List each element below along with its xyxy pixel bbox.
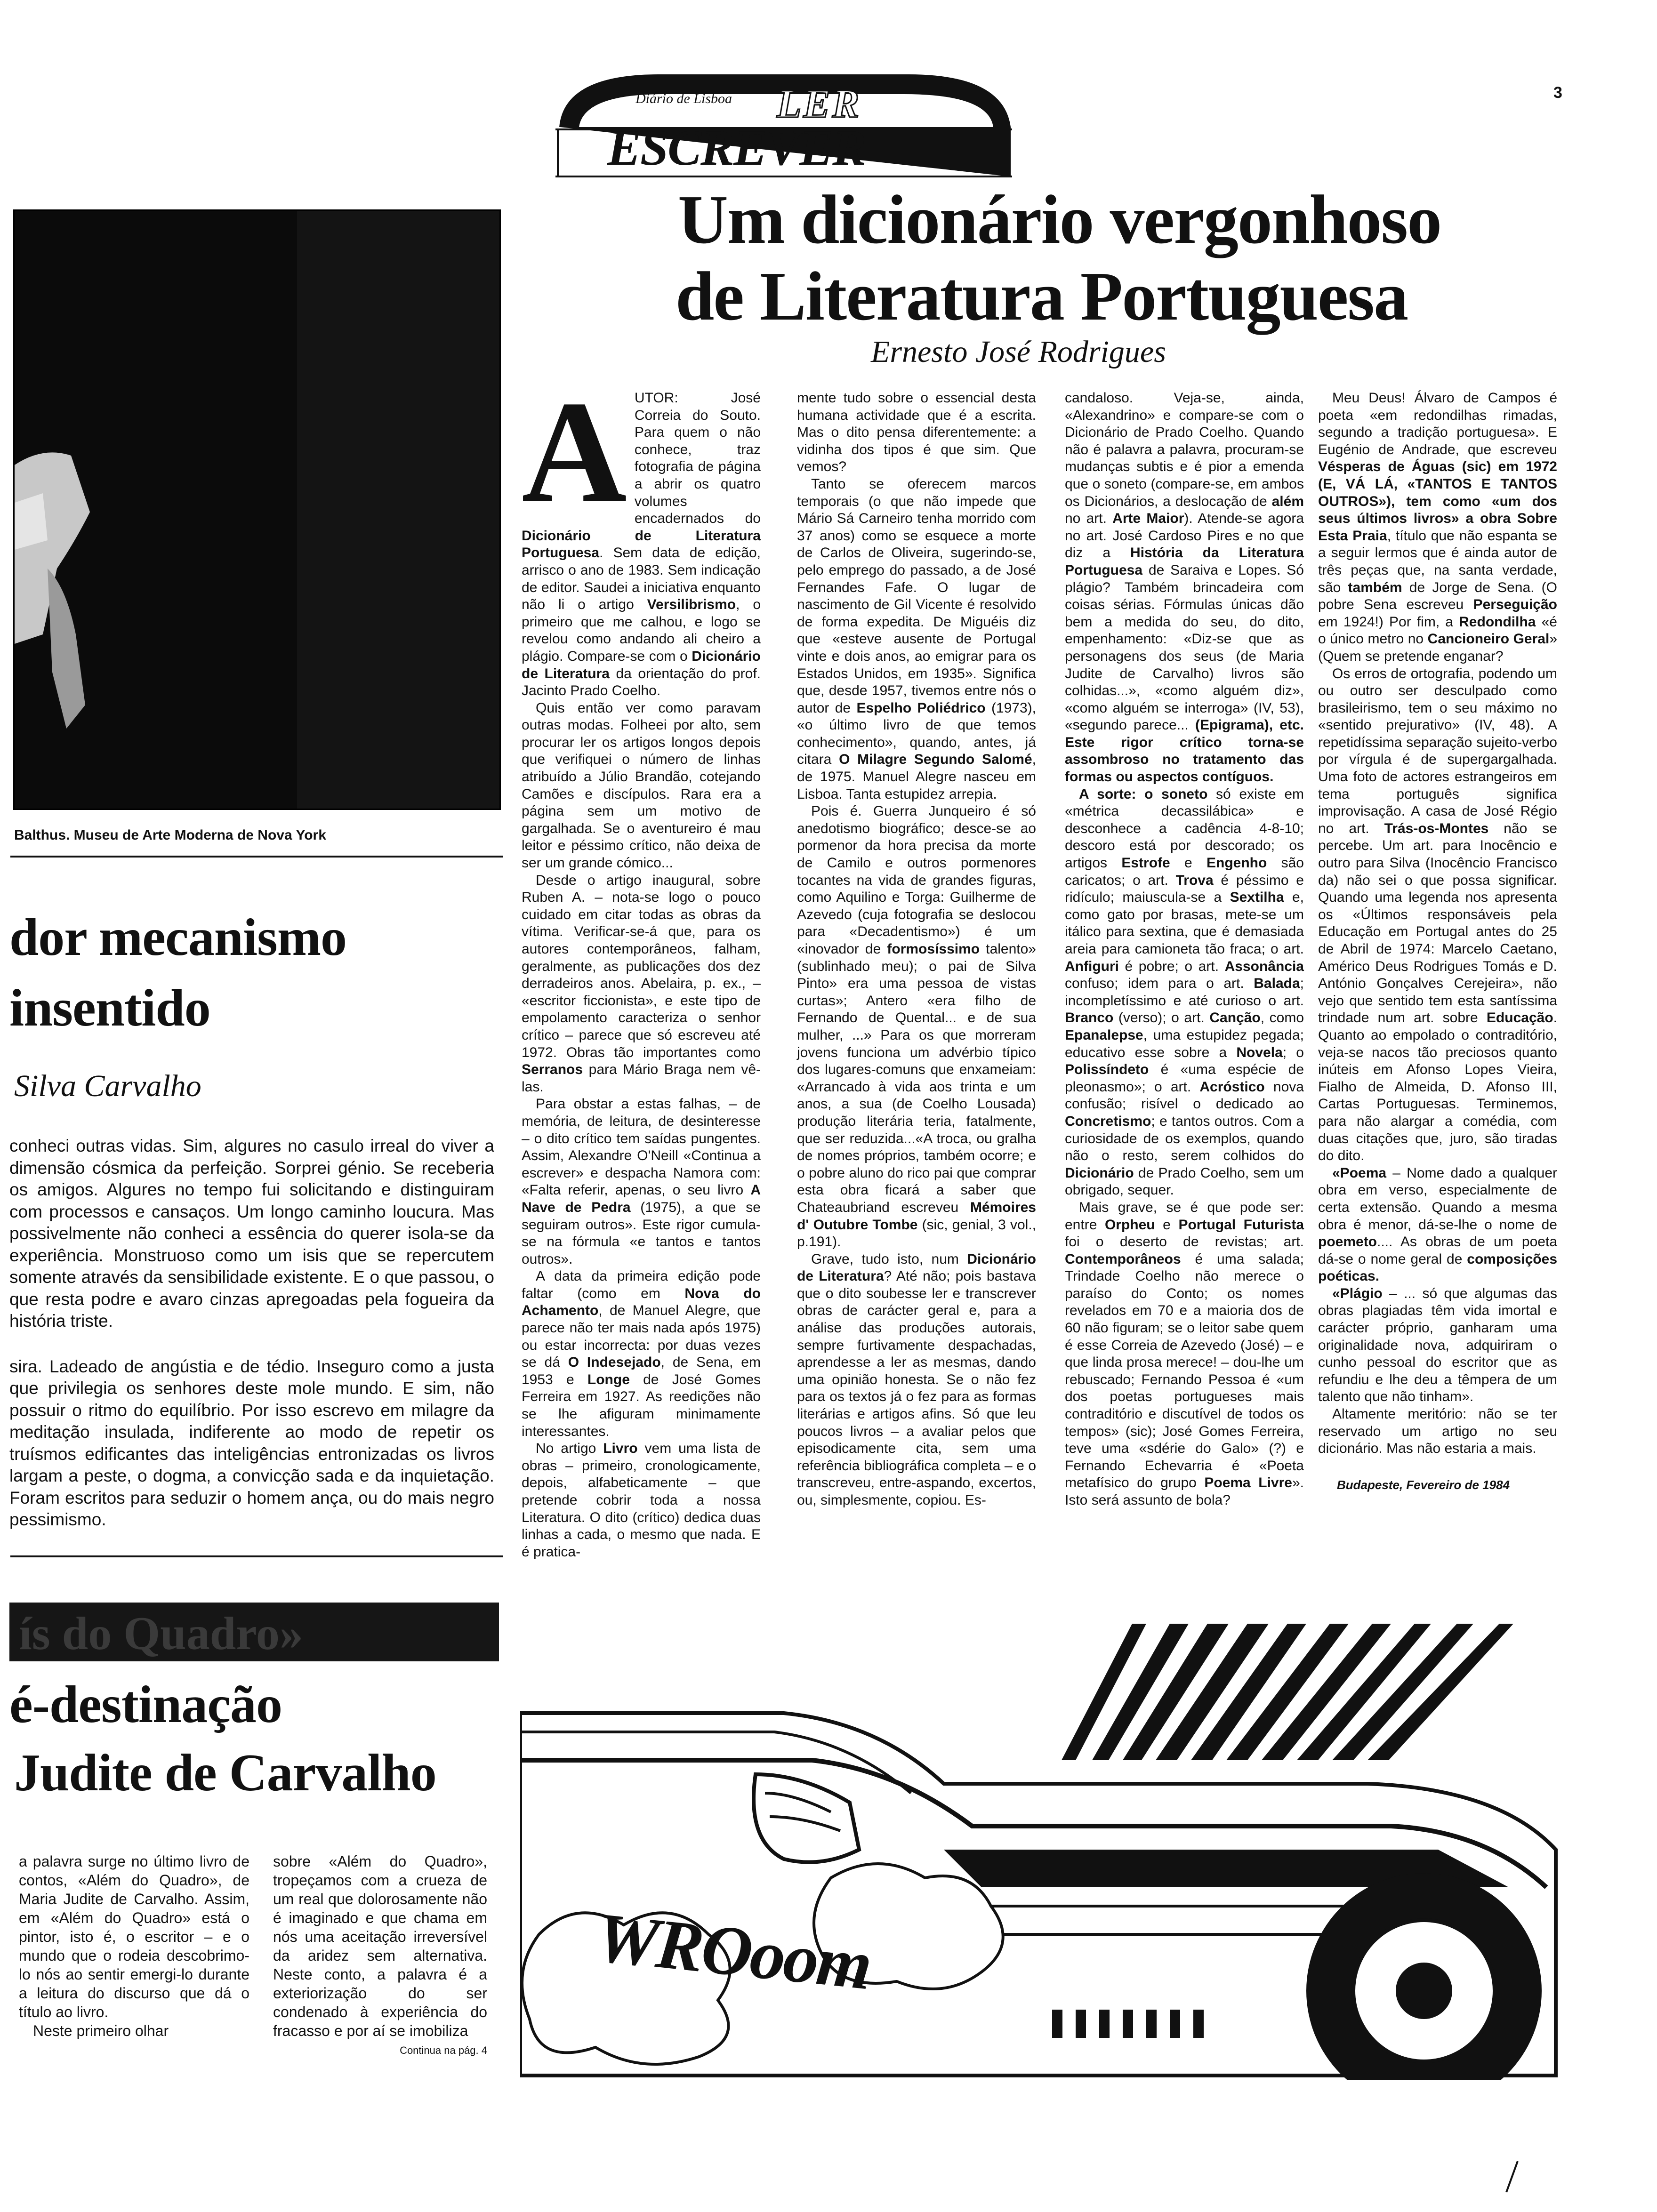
bottom-left-headline-line2: Judite de Carvalho <box>14 1744 436 1802</box>
masthead-publisher: Diário de Lisboa <box>635 91 732 106</box>
page-number: 3 <box>1553 84 1562 102</box>
banner-title: ís do Quadro» <box>19 1607 303 1659</box>
mark-line <box>1505 2161 1519 2192</box>
article-col3-p1: candaloso. Veja-se, ainda, «Alexandrino» e compare-se com o Dicionário de Prado Coelho. Quando não é palavra a palavra, procuram-se mudanças subtis e é pior a emenda que o soneto (compare-se, em ambos os Dicionários, a deslocação de além no art. Arte Maior). Atende-se agora no art. José Cardoso Pires e no que diz a História da Literatura Portuguesa de Saraiva e Lopes. Só plágio? Também brincadeira com coisas sérias. Fórmulas únicas dão bem a medida do seu, do dito, empenhamento: «Diz-se que as personagens dos seus (de Maria Judite de Carvalho) livros são colhidas...», «como alguém diz», «como alguém se interroga» (IV, 53), «segundo parece... (Epigrama), etc. Este rigor crítico torna-se assombroso no tratamento das formas ou aspectos contíguos. <box>1065 390 1304 785</box>
article-author: Ernesto José Rodrigues <box>871 335 1166 369</box>
article-col4-p3: «Poema – Nome dado a qualquer obra em verso, especialmente de certa extensão. Quando a mesma obra é menor, dá-se-lhe o nome de poemeto.... As obras de um poeta dá-se o nome geral de composições poéticas. <box>1318 1165 1557 1284</box>
article-col2-p3: Pois é. Guerra Junqueiro é só anedotismo biográfico; desce-se ao pormenor da hora precisa da morte de Camilo e outros pormenores tocantes na vida de grandes figuras, como Aquilino e Torga: Guilherme de Azevedo (cuja fotografia se deslocou para «Decadentismo») é um «inovador de formosíssimo talento» (sublinhado meu); o pai de Silva Pinto» era uma pessoa de vistas curtas»; Antero «era filho de Fernando de Quental... e de sua mulher, ...» Para os que morreram jovens funciona um advérbio típico dos lugares-comuns que enxameiam: «Arrancado à vida aos trinta e um anos, a sua (de Coelho Lousada) produção literária teria, fatalmente, que ser reduzida...«A troca, ou gralha de nomes próprios, também ocorre; e o pobre aluno do rico pai que comprar esta obra ficará a saber que Chateaubriand escreveu Mémoires d' Outubre Tombe (sic, genial, 3 vol., p.191). <box>797 803 1036 1250</box>
article-column-1 <box>522 371 761 1561</box>
article-col1-p2: Quis então ver como paravam outras modas. Folheei por alto, sem procurar ler os artigos longos depois que verifiquei o número de linhas atribuído a Júlio Brandão, cotejando Camões e discípulos. Rara era a página sem um motivo de gargalhada. Se o aventureiro é mau leitor e péssimo crítico, não deixa de ser um grande cómico... <box>522 700 761 871</box>
bottom-left-col-1 <box>19 1852 249 2040</box>
bottom-left-col-2-text: sobre «Além do Quadro», tropeçamos com a crueza de um real que dolorosamente não é imaginado e que chama em nós uma aceitação irreversível da aridez sem alternativa. Neste conto, a palavra é a exteriorização do ser condenado à experiência do fracasso e por aí se imobiliza <box>273 1853 487 2039</box>
article-column-4 <box>1318 390 1557 1493</box>
article-headline-line2: de Literatura Portuguesa <box>676 258 1408 335</box>
article-col1-p3: Desde o artigo inaugural, sobre Ruben A. – nota-se logo o pouco cuidado em citar todas as obras da vítima. Verificar-se-á que, para os autores contemporâneos, falham, geralmente, as publicações dos dez derradeiros anos. Abelaira, p. ex., – «escritor ficcionista», e este tipo de empolamento caracteriza o senhor crítico – parece que só escreveu até 1972. Obras tão importantes como Serranos para Mário Braga nem vê-las. <box>522 872 761 1095</box>
article-col1-p5: A data da primeira edição pode faltar (como em Nova do Achamento, de Manuel Alegre, que parece não ter mais nada após 1975) ou estar incorrecta: por duas vezes se dá O Indesejado, de Sena, em 1953 e Longe de José Gomes Ferreira em 1927. As reedições não se lhe afiguram minimamente interessantes. <box>522 1268 761 1439</box>
left-article-body <box>9 1135 494 1531</box>
article-col4-p1: Meu Deus! Álvaro de Campos é poeta «em redondilhas rimadas, segundo a tradição portuguesa». E Eugénio de Andrade, que escreveu Vésperas de Águas (sic) em 1972 (E, VÁ LÁ, «TANTOS E TANTOS OUTROS»), tem como «um dos seus últimos livros» a obra Sobre Esta Praia, título que não espanta se a seguir lermos que é ainda autor de três peças que, na santa verdade, são também de Jorge de Sena. (O pobre Sena escreveu Perseguição em 1924!) Por fim, a Redondilha «é o único metro no Cancioneiro Geral» (Quem se pretende enganar? <box>1318 390 1558 664</box>
masthead-escrever: ESCREVER <box>607 120 866 176</box>
photo-figure <box>15 211 499 809</box>
left-paragraph-1: conheci outras vidas. Sim, algures no casulo irreal do viver a dimensão cósmica da perfeição. Sorprei génio. Se receberia os amigos. Algures no tempo fui solicitando e distinguiram com processos e cansaços. Um longo caminho loucura. Mas possivelmente não conheci a essência do querer isola-se da experiência. Monstruoso como um isis que se repercutem somente através da sensibilidade existente. E o que passou, o que resta podre e avaro cinzas apregoadas pela fogueira da história triste. <box>9 1136 494 1330</box>
article-column-3 <box>1065 390 1304 1509</box>
divider <box>10 856 503 858</box>
article-col2-p2: Tanto se oferecem marcos temporais (o que não impede que Mário Sá Carneiro tenha morrido com 37 anos) como se esquece a morte de Carlos de Oliveira, sugerindo-se, pelo emprego do passado, a de José Fernandes Fafe. O lugar de nascimento de Gil Vicente é resolvido de forma expedita. De Miguéis diz que «esteve ausente de Portugal vinte e dois anos, ao emigrar para os Estados Unidos, em 1935». Significa que, desde 1957, tivemos entre nós o autor de Espelho Poliédrico (1973), «o último livro de que temos conhecimento», quando, antes, já citara O Milagre Segundo Salomé, de 1975. Manuel Alegre nasceu em Lisboa. Tanta estupidez arrepia. <box>797 476 1037 802</box>
article-column-2 <box>797 390 1036 1509</box>
left-headline-line2: insentido <box>9 979 210 1037</box>
article-col4-p4: «Plágio – ... só que algumas das obras plagiadas têm vida imortal e carácter próprio, ganharam uma originalidade nova, adquiriram o cunho pessoal do escritor que as refundiu e lhe deu a têmpera de um talento que não tinham». <box>1318 1285 1557 1405</box>
masthead-ler: LER <box>777 81 861 126</box>
bottom-left-col-1-text-2: Neste primeiro olhar <box>33 2022 169 2039</box>
bottom-left-banner <box>9 1603 499 1661</box>
article-col2-p4: Grave, tudo isto, num Dicionário de Literatura? Até não; pois bastava que o dito soubesse ler e transcrever obras de carácter geral e, para a análise das produções autorais, sempre furtivamente despachadas, aprendesse a ler as mesmas, dando uma opinião honesta. Se o não fez para os textos já o fez para as formas literárias e artigos afins. Só que leu poucos livros – a avaliar pelos que episodicamente cita, sem uma referência bibliográfica completa – e o transcreveu, entre-aspando, excertos, ou, simplesmente, copiou. Es- <box>797 1251 1036 1508</box>
article-col4-p2: Os erros de ortografia, podendo um ou outro ser desculpado como brasileirismo, tem o seu máximo no «sentido prejurativo» (IV, 48). A repetidíssima separação sujeito-verbo por vírgula é de supergargalhada. Uma foto de actores estrangeiros em tema português significa improvisação. A casa de José Régio no art. Trás-os-Montes não se percebe. Um art. para Inocêncio e outro para Silva (Inocêncio Francisco da) não sei o que possa significar. Quando uma legenda nos apresenta os «Últimos responsáveis pela Educação em Portugal antes do 25 de Abril de 1974: Marcelo Caetano, Américo Deus Rodrigues Tomás e D. António Gonçalves Cerejeira», não vejo que sentido tem esta santíssima trindade num art. sobre Educação. Quanto ao empolado o contraditório, veja-se nacos tão preciosos quanto inúteis em Afonso Lopes Vieira, Fialho de Almeida, D. Afonso III, Cartas Portuguesas. Terminemos, para não alargar a comédia, com duas citações que, juro, são tiradas do dito. <box>1318 665 1557 1164</box>
article-col3-p3: Mais grave, se é que pode ser: entre Orpheu e Portugal Futurista foi o deserto de revistas; art. Contemporâneos é uma salada; Trindade Coelho não merece o paraíso do Conto; os nomes revelados em 70 e a maioria dos de 60 não figuram; se o leitor sabe quem é esse Correia de Azevedo (José) – e que linda prosa merece! – dou-lhe um rebuscado; Fernando Pessoa é «um dos poetas portugueses mais contraditório e discutível de todos os tempos» (sic); José Gomes Ferreira, teve uma «sdérie do Galo» (?) e Fernando Echevarria é «Poeta metafísico do grupo Poema Livre». Isto será assunto de bola? <box>1065 1199 1304 1508</box>
car-illustration-drawing <box>520 1605 1563 2080</box>
bottom-left-col-2 <box>273 1852 487 2060</box>
article-col4-p5: Altamente meritório: não se ter reservado um artigo no seu dicionário. Mas não estaria a mais. <box>1318 1406 1557 1457</box>
article-col3-p2: A sorte: o soneto só existe em «métrica decassilábica» e desconhece a cadência 4-8-10; descoro está por descorado; os artigos Estrofe e Engenho são caricatos; o art. Trova é péssimo e ridículo; maiuscula-se a Sextilha e, como gato por brasas, mete-se um itálico para sextina, que é demasiada areia para camioneta tão fraca; o art. Anfiguri é pobre; o art. Assonância confuso; idem para o art. Balada; incompletíssimo e até curioso o art. Branco (verso); o art. Canção, como Epanalepse, uma estupidez pegada; educativo esse sobre a Novela; o Polissíndeto é «uma espécie de pleonasmo»; o art. Acróstico nova confusão; risível o dedicado ao Concretismo; e tantos outros. Com a curiosidade de os exemplos, quando não o resto, serem colhidos do Dicionário de Prado Coelho, sem um obrigado, sequer. <box>1065 786 1304 1198</box>
article-col1-p6: No artigo Livro vem uma lista de obras – primeiro, cronologicamente, depois, alfabeticamente – que pretende cobrir toda a nossa Literatura. O dito (crítico) dedica duas linhas a cada, o mesmo que nada. E é pratica- <box>522 1441 761 1560</box>
photo-caption: Balthus. Museu de Arte Moderna de Nova York <box>14 827 326 843</box>
article-headline-line1: Um dicionário vergonhoso <box>678 181 1441 258</box>
bottom-left-headline-line1: é-destinação <box>9 1675 282 1734</box>
dropcap: A <box>522 371 627 533</box>
left-byline: Silva Carvalho <box>14 1069 201 1103</box>
divider <box>10 1555 503 1557</box>
left-paragraph-2: sira. Ladeado de angústia e de tédio. Inseguro como a justa que privilegia os senhores deste mole mundo. E sim, não possuir o ritmo do equilíbrio. Por isso escrevo em milagre da meditação insulada, indiferente ao modo de repetir os truísmos edificantes das inteligências entronizadas os livros largam a peste, o dogma, a convicção sada e da inquietação. Foram escritos para seduzir o homem ança, ou do mais negro pessimismo. <box>9 1356 494 1529</box>
balthus-photo <box>13 209 501 810</box>
article-dateline: Budapeste, Fevereiro de 1984 <box>1337 1477 1510 1492</box>
article-col2-p1: mente tudo sobre o essencial desta humana actividade que é a escrita. Mas o dito pensa diferentemente: a vidinha dos tipos é que sim. Que vemos? <box>797 390 1036 475</box>
left-headline-line1: dor mecanismo <box>9 908 346 967</box>
article-col1-p4: Para obstar a estas falhas, – de memória, de leitura, de desinteresse – o dito crítico tem saídas pungentes. Assim, Alexandre O'Neill «Continua a escrever» e despacha Namora com: «Falta referir, apenas, o seu livro A Nave de Pedra (1975), a que se seguiram outros». Este rigor cumula-se na fórmula «e tantos e tantos outros». <box>522 1096 761 1267</box>
article-col1-p1: UTOR: José Correia do Souto. Para quem o não conhece, traz fotografia de página a abrir os quatro volumes encadernados do Dicionário de Literatura Portuguesa. Sem data de edição, arrisco o ano de 1983. Sem indicação de editor. Saudei a iniciativa enquanto não li o artigo Versilibrismo, o primeiro que me calhou, e logo se revelou como andando ali cheiro a plágio. Compare-se com o Dicionário de Literatura da orientação do prof. Jacinto Prado Coelho. <box>522 390 761 699</box>
car-illustration <box>520 1605 1563 2080</box>
masthead <box>551 64 1017 179</box>
illustration-sound-text: WROoom <box>592 1898 874 2005</box>
bottom-left-col-1-text: a palavra surge no último livro de contos, «Além do Quadro», de Maria Judite de Carvalho. Assim, em «Além do Quadro» está o pintor, isto é, o escritor – e o mundo que o rodeia descobrimo-lo nós ao sentir emergi-lo durante a leitura do discurso que dá o título ao livro. <box>19 1853 249 2020</box>
continued-note: Continua na pág. 4 <box>400 2044 487 2056</box>
